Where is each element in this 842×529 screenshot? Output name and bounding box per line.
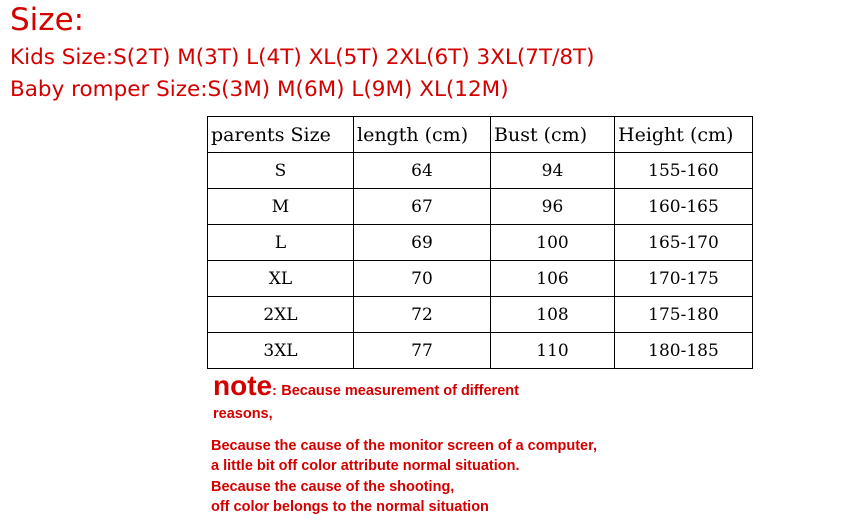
- cell-size: L: [208, 225, 354, 261]
- note-line-3: Because the cause of the shooting,: [211, 479, 455, 495]
- cell-size: S: [208, 153, 354, 189]
- note-label: note: [213, 370, 273, 401]
- cell-bust: 96: [491, 189, 615, 225]
- note-colon: :: [272, 382, 277, 398]
- cell-length: 67: [354, 189, 491, 225]
- table-row: [208, 225, 753, 261]
- cell-bust: 108: [491, 297, 615, 333]
- cell-size: 2XL: [208, 297, 354, 333]
- note-line-1: Because the cause of the monitor screen of a computer,: [211, 438, 597, 454]
- baby-romper-size-line: Baby romper Size:S(3M) M(6M) L(9M) XL(12M): [10, 77, 509, 102]
- cell-height: 160-165: [615, 189, 753, 225]
- table-row: [208, 261, 753, 297]
- size-table: [207, 116, 753, 369]
- note-second-line: reasons,: [213, 406, 273, 422]
- cell-bust: 100: [491, 225, 615, 261]
- table-row: [208, 189, 753, 225]
- cell-height: 180-185: [615, 333, 753, 369]
- cell-length: 64: [354, 153, 491, 189]
- cell-bust: 94: [491, 153, 615, 189]
- page-title: Size:: [10, 2, 85, 38]
- cell-size: M: [208, 189, 354, 225]
- kids-size-line: Kids Size:S(2T) M(3T) L(4T) XL(5T) 2XL(6T) 3XL(7T/8T): [10, 45, 595, 70]
- cell-bust: 106: [491, 261, 615, 297]
- note-block: [213, 370, 519, 402]
- cell-size: XL: [208, 261, 354, 297]
- table-row: [208, 297, 753, 333]
- cell-size: 3XL: [208, 333, 354, 369]
- cell-length: 70: [354, 261, 491, 297]
- note-line-4: off color belongs to the normal situation: [211, 499, 489, 515]
- cell-height: 155-160: [615, 153, 753, 189]
- table-header-row: [208, 117, 753, 153]
- header-height: Height (cm): [615, 117, 753, 153]
- cell-height: 165-170: [615, 225, 753, 261]
- header-parents-size: parents Size: [208, 117, 354, 153]
- cell-bust: 110: [491, 333, 615, 369]
- note-line-2: a little bit off color attribute normal situation.: [211, 458, 520, 474]
- header-length: length (cm): [354, 117, 491, 153]
- cell-length: 69: [354, 225, 491, 261]
- cell-height: 175-180: [615, 297, 753, 333]
- cell-length: 72: [354, 297, 491, 333]
- table-row: [208, 153, 753, 189]
- note-first-line: Because measurement of different: [281, 383, 519, 399]
- cell-height: 170-175: [615, 261, 753, 297]
- header-bust: Bust (cm): [491, 117, 615, 153]
- cell-length: 77: [354, 333, 491, 369]
- table-row: [208, 333, 753, 369]
